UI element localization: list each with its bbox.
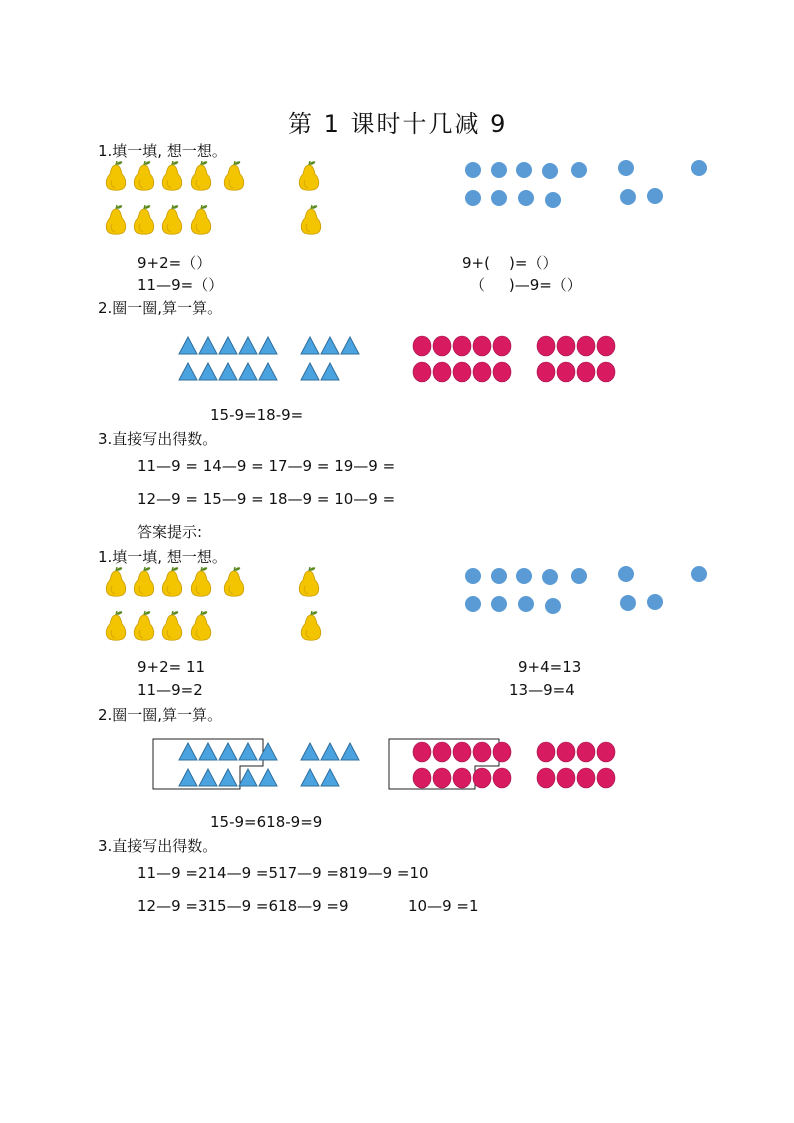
pear-icon <box>134 160 153 190</box>
pear-icon <box>162 610 181 640</box>
pear-icon <box>106 204 125 234</box>
q3-row2: 12—9 = 15—9 = 18—9 = 10—9 = <box>137 490 396 508</box>
pear-icon <box>106 610 125 640</box>
red-oval <box>413 336 431 356</box>
answers-q3-row2-right: 10—9 =1 <box>408 897 479 915</box>
answers-q3-heading: 3.直接写出得数。 <box>98 837 218 855</box>
blue-dot <box>491 596 507 612</box>
red-oval <box>597 768 615 788</box>
triangle-icon <box>341 743 359 760</box>
red-oval <box>577 768 595 788</box>
pear-icon <box>134 204 153 234</box>
blue-dot <box>465 568 481 584</box>
pear-icon <box>191 204 210 234</box>
answers-q2-heading: 2.圈一圈,算一算。 <box>98 706 223 724</box>
triangle-icon <box>239 337 257 354</box>
blue-dot <box>465 190 481 206</box>
triangle-icon <box>259 769 277 786</box>
blue-dot <box>620 595 636 611</box>
pear-icon <box>162 204 181 234</box>
blue-dot <box>545 598 561 614</box>
blue-dot <box>571 162 587 178</box>
triangle-icon <box>341 337 359 354</box>
answers-q1-left-line1: 9+2= 11 <box>137 658 206 676</box>
pear-icon <box>191 610 210 640</box>
pear-icon <box>191 566 210 596</box>
red-oval <box>597 742 615 762</box>
blue-dot <box>491 568 507 584</box>
q1-dots-figure <box>455 150 725 220</box>
red-oval <box>557 742 575 762</box>
triangle-icon <box>219 743 237 760</box>
answers-q2-triangles-figure <box>176 739 366 791</box>
red-oval <box>537 768 555 788</box>
pear-icon <box>224 160 243 190</box>
blue-dot <box>518 596 534 612</box>
pear-icon <box>134 566 153 596</box>
page-title: 第 1 课时十几减 9 <box>288 110 508 138</box>
red-oval <box>473 362 491 382</box>
triangle-icon <box>301 743 319 760</box>
pear-icon <box>301 610 320 640</box>
pear-icon <box>106 160 125 190</box>
blue-dot <box>516 568 532 584</box>
blue-dot <box>465 596 481 612</box>
red-oval <box>413 362 431 382</box>
pear-icon <box>162 160 181 190</box>
triangle-icon <box>321 363 339 380</box>
red-oval <box>537 336 555 356</box>
triangle-icon <box>259 363 277 380</box>
answers-label: 答案提示: <box>137 523 203 541</box>
red-oval <box>453 336 471 356</box>
q2-heading: 2.圈一圈,算一算。 <box>98 299 223 317</box>
q1-left-line1: 9+2=（） <box>137 254 212 272</box>
answers-q1-left-line2: 11—9=2 <box>137 681 203 699</box>
red-oval <box>493 362 511 382</box>
pear-icon <box>224 566 243 596</box>
triangle-icon <box>239 363 257 380</box>
q1-right-line1: 9+( )=（） <box>462 254 558 272</box>
red-oval <box>557 336 575 356</box>
answers-q3-row1: 11—9 =214—9 =517—9 =819—9 =10 <box>137 864 429 882</box>
blue-dot <box>542 569 558 585</box>
triangle-icon <box>179 337 197 354</box>
red-oval <box>597 336 615 356</box>
triangle-icon <box>219 337 237 354</box>
triangle-icon <box>199 363 217 380</box>
red-oval <box>473 742 491 762</box>
triangle-icon <box>321 743 339 760</box>
red-oval <box>453 742 471 762</box>
blue-dot <box>542 163 558 179</box>
red-oval <box>537 362 555 382</box>
triangle-icon <box>301 769 319 786</box>
red-oval <box>473 336 491 356</box>
blue-dot <box>647 188 663 204</box>
red-oval <box>577 362 595 382</box>
red-oval <box>493 336 511 356</box>
triangle-icon <box>199 769 217 786</box>
triangle-icon <box>321 769 339 786</box>
pear-icon <box>299 566 318 596</box>
triangle-icon <box>321 337 339 354</box>
pear-icon <box>299 160 318 190</box>
red-oval <box>473 768 491 788</box>
triangle-icon <box>259 337 277 354</box>
triangle-icon <box>199 743 217 760</box>
q2-equations: 15-9=18-9= <box>210 406 304 424</box>
red-oval <box>537 742 555 762</box>
triangle-icon <box>179 743 197 760</box>
answers-q1-dots-figure <box>455 558 725 628</box>
blue-dot <box>491 162 507 178</box>
q1-heading: 1.填一填, 想一想。 <box>98 142 227 160</box>
blue-dot <box>491 190 507 206</box>
red-oval <box>453 768 471 788</box>
answers-q1-pears-figure <box>100 566 340 646</box>
blue-dot <box>691 566 707 582</box>
red-oval <box>413 742 431 762</box>
red-oval <box>493 742 511 762</box>
blue-dot <box>545 192 561 208</box>
red-oval <box>433 362 451 382</box>
pear-icon <box>162 566 181 596</box>
red-oval <box>413 768 431 788</box>
blue-dot <box>647 594 663 610</box>
blue-dot <box>516 162 532 178</box>
answers-q1-heading: 1.填一填, 想一想。 <box>98 548 227 566</box>
q2-triangles-figure <box>176 333 366 385</box>
q2-ovals-figure <box>410 333 620 385</box>
blue-dot <box>618 160 634 176</box>
q1-pears-figure <box>100 160 340 240</box>
red-oval <box>577 742 595 762</box>
triangle-icon <box>301 363 319 380</box>
triangle-icon <box>239 743 257 760</box>
answers-q2-equations: 15-9=618-9=9 <box>210 813 323 831</box>
triangle-icon <box>301 337 319 354</box>
q1-left-line2: 11—9=（） <box>137 276 224 294</box>
pear-icon <box>191 160 210 190</box>
answers-q1-right-line2: 13—9=4 <box>509 681 575 699</box>
red-oval <box>597 362 615 382</box>
blue-dot <box>518 190 534 206</box>
blue-dot <box>691 160 707 176</box>
blue-dot <box>618 566 634 582</box>
triangle-icon <box>239 769 257 786</box>
pear-icon <box>301 204 320 234</box>
red-oval <box>493 768 511 788</box>
red-oval <box>453 362 471 382</box>
red-oval <box>577 336 595 356</box>
blue-dot <box>465 162 481 178</box>
triangle-icon <box>219 363 237 380</box>
red-oval <box>433 768 451 788</box>
red-oval <box>433 336 451 356</box>
red-oval <box>433 742 451 762</box>
triangle-icon <box>179 769 197 786</box>
q3-heading: 3.直接写出得数。 <box>98 430 218 448</box>
red-oval <box>557 362 575 382</box>
triangle-icon <box>259 743 277 760</box>
pear-icon <box>134 610 153 640</box>
q3-row1: 11—9 = 14—9 = 17—9 = 19—9 = <box>137 457 396 475</box>
blue-dot <box>571 568 587 584</box>
answers-q1-right-line1: 9+4=13 <box>518 658 582 676</box>
red-oval <box>557 768 575 788</box>
triangle-icon <box>219 769 237 786</box>
blue-dot <box>620 189 636 205</box>
q1-right-line2: （ )—9=（） <box>470 276 582 294</box>
triangle-icon <box>179 363 197 380</box>
answers-q3-row2-left: 12—9 =315—9 =618—9 =9 <box>137 897 349 915</box>
answers-q2-ovals-figure <box>410 739 620 791</box>
pear-icon <box>106 566 125 596</box>
triangle-icon <box>199 337 217 354</box>
